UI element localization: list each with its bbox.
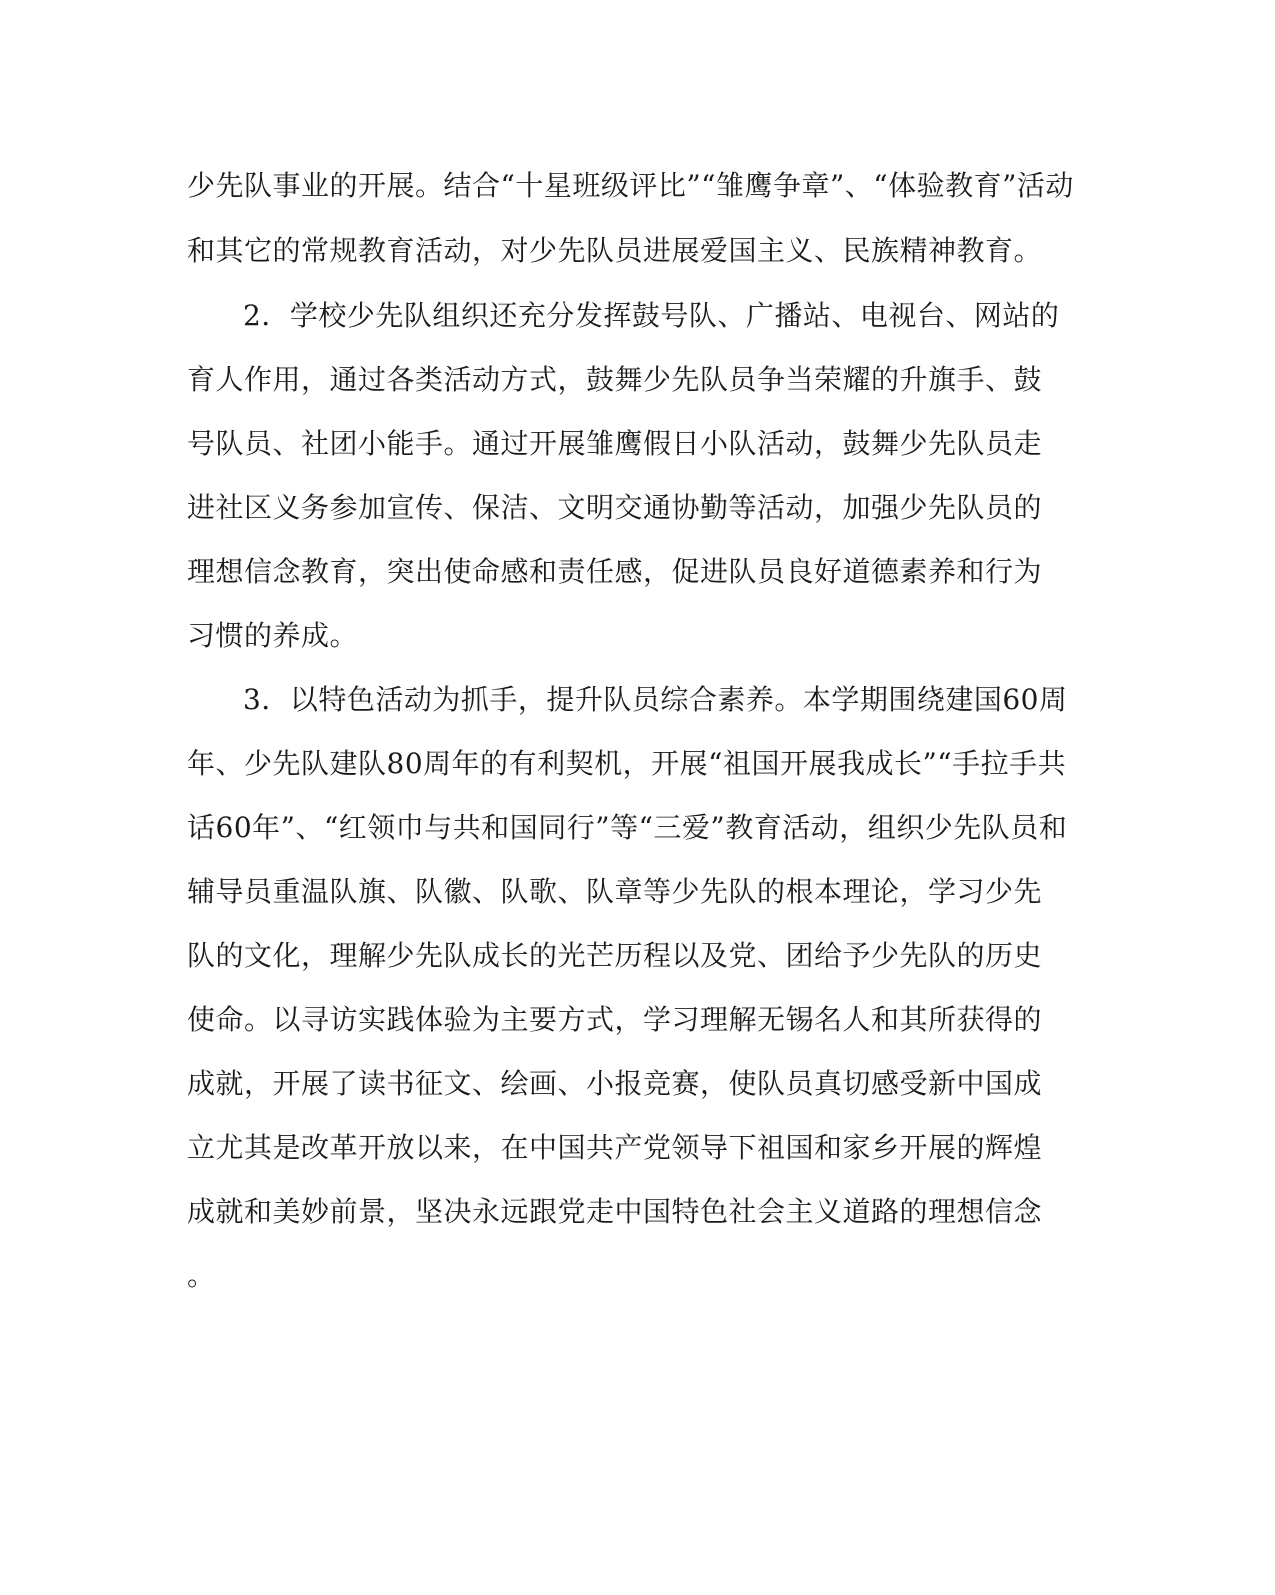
text-line: 育人作用，通过各类活动方式，鼓舞少先队员争当荣耀的升旗手、鼓: [187, 363, 1043, 396]
paragraph-3-start: 3．以特色活动为抓手，提升队员综合素养。本学期围绕建国60周: [243, 683, 1068, 716]
text-line: 年、少先队建队80周年的有利契机，开展“祖国开展我成长”“手拉手共: [187, 747, 1067, 780]
paragraph-2-start: 2．学校少先队组织还充分发挥鼓号队、广播站、电视台、网站的: [243, 299, 1060, 332]
text-line: 立尤其是改革开放以来，在中国共产党领导下祖国和家乡开展的辉煌: [187, 1131, 1043, 1164]
text-line: 号队员、社团小能手。通过开展雏鹰假日小队活动，鼓舞少先队员走: [187, 427, 1043, 460]
text-line: 话60年”、“红领巾与共和国同行”等“三爱”教育活动，组织少先队员和: [187, 811, 1068, 844]
text-line: 成就，开展了读书征文、绘画、小报竞赛，使队员真切感受新中国成: [187, 1067, 1043, 1100]
text-line: 辅导员重温队旗、队徽、队歌、队章等少先队的根本理论，学习少先: [187, 875, 1043, 908]
text-line: 使命。以寻访实践体验为主要方式，学习理解无锡名人和其所获得的: [187, 1003, 1043, 1036]
text-line: 和其它的常规教育活动，对少先队员进展爱国主义、民族精神教育。: [187, 234, 1043, 267]
text-line: 少先队事业的开展。结合“十星班级评比”“雏鹰争章”、“体验教育”活动: [187, 169, 1074, 202]
text-line: 进社区义务参加宣传、保洁、文明交通协勤等活动，加强少先队员的: [187, 491, 1043, 524]
text-line: 队的文化，理解少先队成长的光芒历程以及党、团给予少先队的历史: [187, 939, 1043, 972]
text-line: 成就和美妙前景，坚决永远跟党走中国特色社会主义道路的理想信念: [187, 1195, 1043, 1228]
text-line: 。: [187, 1259, 216, 1292]
text-line: 理想信念教育，突出使命感和责任感，促进队员良好道德素养和行为: [187, 555, 1043, 588]
text-line: 习惯的养成。: [187, 619, 359, 652]
